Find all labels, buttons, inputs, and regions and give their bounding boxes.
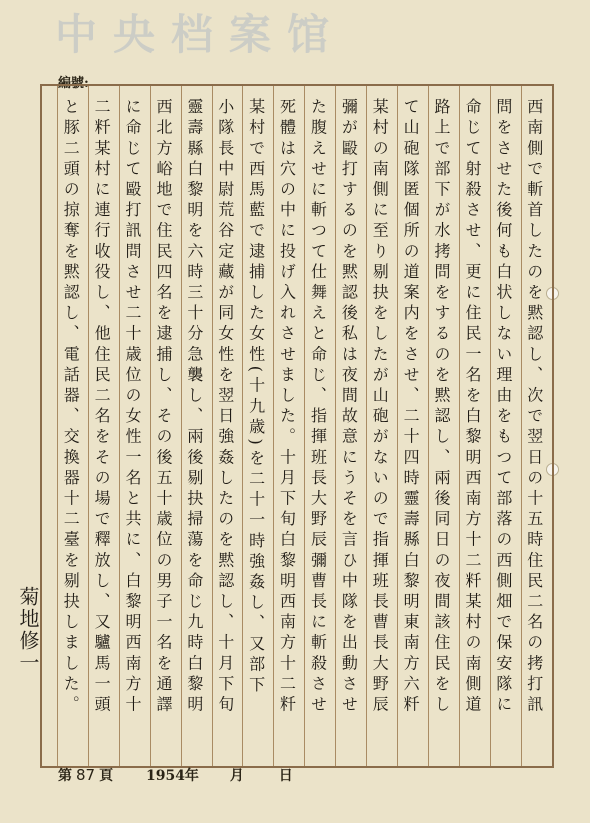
column-text: 某村の南側に至り剔抉をしたが山砲がないので指揮班長曹長大野辰 bbox=[370, 98, 390, 716]
column-text: 死體は穴の中に投げ入れさせました。十月下旬白黎明西南方十二粁 bbox=[277, 98, 297, 716]
column-text: 某村で西馬藍で逮捕した女性(十九歳)を二十一時強姦し、又部下 bbox=[246, 98, 266, 697]
archive-watermark: 中央档案馆 bbox=[55, 10, 346, 59]
footer-month: 月 bbox=[229, 768, 244, 784]
text-column bbox=[57, 86, 83, 766]
column-text: 西南側で斬首したのを黙認し、次で翌日の十五時住民二名の拷打訊 bbox=[524, 98, 544, 716]
text-column bbox=[181, 86, 207, 766]
text-column bbox=[521, 86, 547, 766]
page-suffix: 頁 bbox=[99, 768, 114, 784]
column-text: 小隊長中尉荒谷定藏が同女性を翌日強姦したのを黙認し、十月下旬 bbox=[215, 98, 235, 716]
page-footer bbox=[58, 765, 293, 785]
footer-day: 日 bbox=[278, 768, 293, 784]
text-column bbox=[119, 86, 145, 766]
column-text: た腹えせに斬つて仕舞えと命じ、指揮班長大野辰彌曹長に斬殺させ bbox=[308, 98, 328, 716]
text-column bbox=[428, 86, 454, 766]
column-text: 命じて射殺させ、更に住民一名を白黎明西南方十二粁某村の南側道 bbox=[462, 98, 482, 716]
text-column bbox=[397, 86, 423, 766]
text-column bbox=[273, 86, 299, 766]
column-text: 西北方峪地で住民四名を逮捕し、その後五十歳位の男子一名を通譯 bbox=[153, 98, 173, 716]
column-text: 彌が毆打するのを黙認後私は夜間故意にうそを言ひ中隊を出動させ bbox=[339, 98, 359, 716]
text-column bbox=[212, 86, 238, 766]
text-column bbox=[150, 86, 176, 766]
column-text: に命じて毆打訊問させ二十歳位の女性一名と共に、白黎明西南方十 bbox=[123, 98, 143, 716]
text-column bbox=[88, 86, 114, 766]
text-column bbox=[304, 86, 330, 766]
text-column bbox=[335, 86, 361, 766]
page-number: 87 bbox=[76, 766, 96, 784]
footer-year: 1954年 bbox=[145, 768, 199, 784]
column-text: と豚二頭の掠奪を黙認し、電話器、交換器十二臺を剔抉しました。 bbox=[61, 98, 81, 716]
signature-margin-note: 菊地修一 bbox=[16, 586, 40, 674]
column-text: 問をさせた後何も白状しない理由をもつて部落の西側畑で保安隊に bbox=[493, 98, 513, 716]
column-text: て山砲隊匿個所の道案内をさせ、二十四時靈壽縣白黎明東南方六粁 bbox=[401, 98, 421, 716]
text-column bbox=[459, 86, 485, 766]
column-text: 靈壽縣白黎明を六時三十分急襲し、兩後剔抉掃蕩を命じ九時白黎明 bbox=[184, 98, 204, 716]
text-column bbox=[490, 86, 516, 766]
manuscript-grid bbox=[40, 84, 554, 768]
text-column bbox=[242, 86, 268, 766]
column-text: 路上で部下が水拷問をするのを黙認し、兩後同日の夜間該住民をし bbox=[432, 98, 452, 716]
serial-number-label: 編號: bbox=[58, 76, 89, 91]
column-text: 二粁某村に連行收役し、他住民二名をその場で釋放し、又驢馬一頭 bbox=[92, 98, 112, 716]
page-prefix: 第 bbox=[58, 768, 72, 784]
text-column bbox=[366, 86, 392, 766]
